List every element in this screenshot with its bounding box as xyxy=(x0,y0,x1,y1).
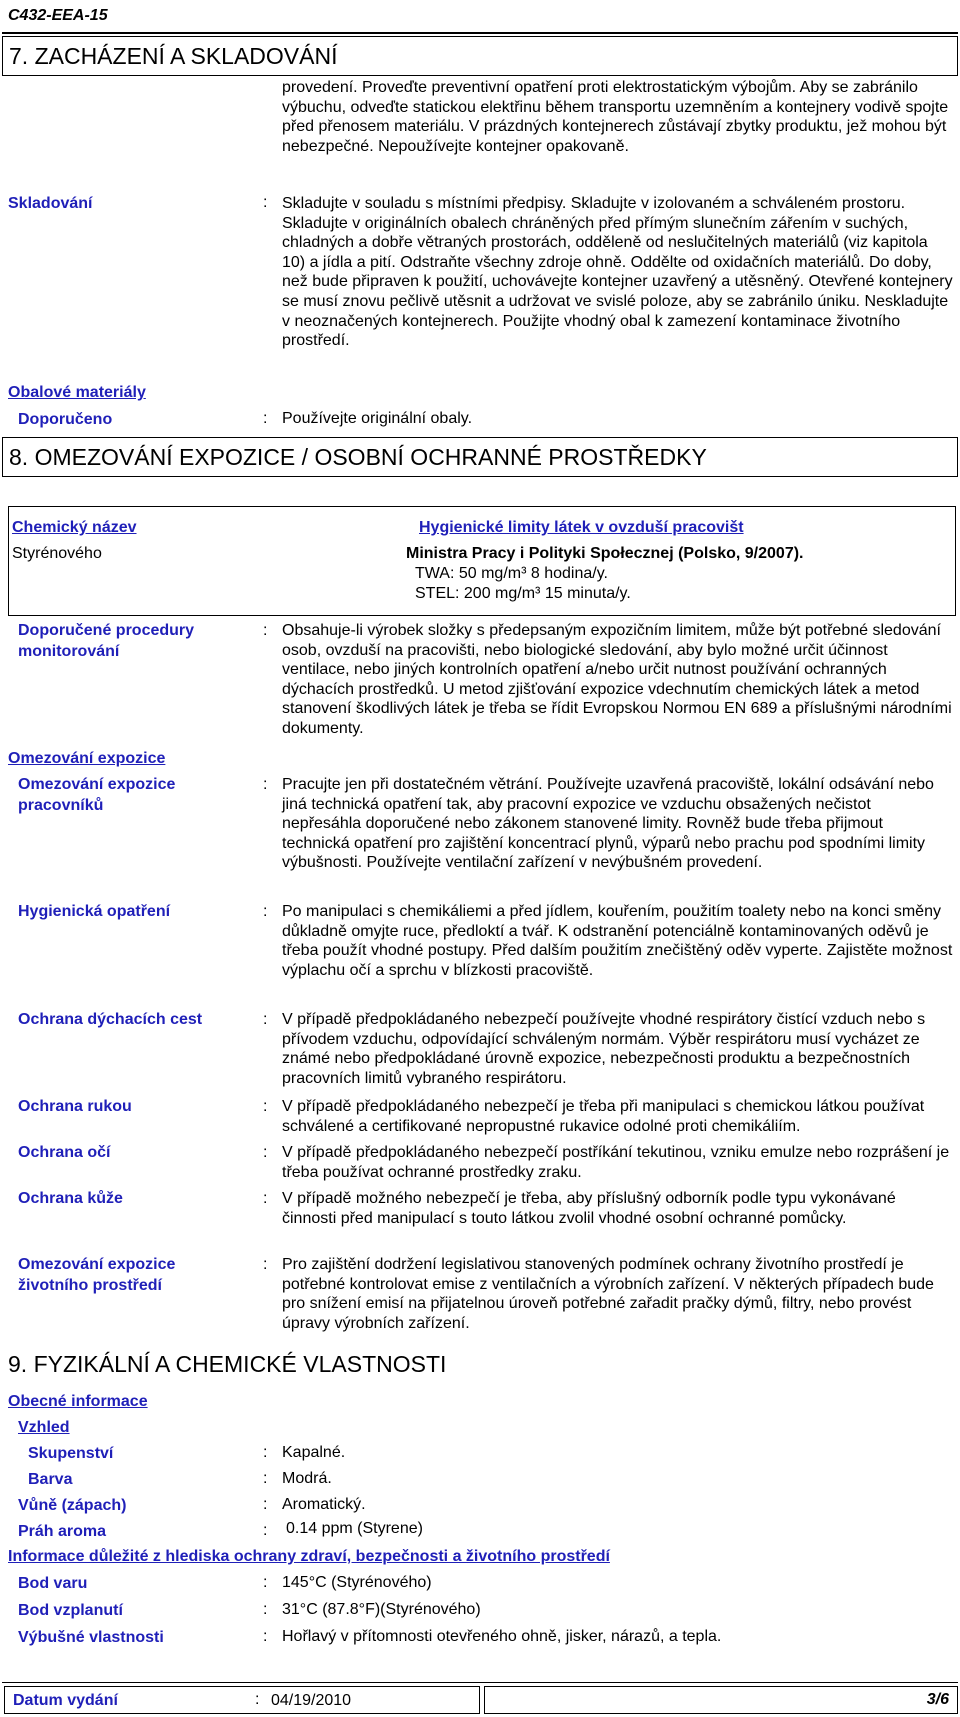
colon: : xyxy=(263,1444,268,1461)
hygiene-text: Po manipulaci s chemikáliemi a před jídlem, kouřením, použitím toalety nebo na konci směny důkladně omyjte ruce, předloktí a tvář. K odstranění potenciálně kontaminovaných oděvů je třeba použít vhodné postupy. Před dalším použitím znečištěný oděv vyperte. Zajistěte možnost výplachu očí a sprchu v blízkosti pracoviště. xyxy=(282,903,953,979)
odor-label: Vůně (zápach) xyxy=(18,1497,127,1514)
colon: : xyxy=(263,1574,268,1591)
monitoring-label: Doporučené procedury monitorování xyxy=(18,622,195,660)
environmental-exposure-text: Pro zajištění dodržení legislativou stanovených podmínek ochrany životního prostředí je potřebné kontrolovat emise z ventilačních a výrobních zařízení. V některých případech bude pro snížení emisí na přijatelnou úroveň potřebné zařadit pračky dýmů, filtry, nebo provést úpravy výrobních zařízení. xyxy=(282,1256,934,1332)
worker-exposure-text: Pracujte jen při dostatečném větrání. Používejte uzavřená pracoviště, lokální odsávání nebo jiná technická opatření tak, aby pracovní expozice ve vzduchu obsažených nečistot nepřesáhla doporučené nebo zákonem stanovené limity. Rovněž bude třeba přijmout technická opatření pro zajištění koncentrací plynů, výparů nebo prachu pod spodními limity výbušnosti. Používejte ventilační zařízení v nevýbušném provedení. xyxy=(282,776,934,872)
odor-threshold-label: Práh aroma xyxy=(18,1523,107,1540)
colon: : xyxy=(263,1256,268,1273)
packaging-label: Obalové materiály xyxy=(8,384,146,401)
general-info-label: Obecné informace xyxy=(8,1393,148,1410)
table-header-chemical-name: Chemický název xyxy=(12,519,137,536)
flash-point-value: 31°C (87.8°F)(Styrénového) xyxy=(282,1601,481,1618)
colon: : xyxy=(255,1691,260,1708)
colon: : xyxy=(263,194,268,211)
skin-protection-label: Ochrana kůže xyxy=(18,1190,123,1207)
issue-date-label: Datum vydání xyxy=(13,1692,118,1709)
exposure-control-label: Omezování expozice xyxy=(8,750,166,767)
boiling-point-label: Bod varu xyxy=(18,1575,88,1592)
colon: : xyxy=(263,1496,268,1513)
footer-issue-box xyxy=(4,1686,480,1714)
color-value: Modrá. xyxy=(282,1470,332,1487)
section-8-title: 8. OMEZOVÁNÍ EXPOZICE / OSOBNÍ OCHRANNÉ PROSTŘEDKY xyxy=(2,437,958,477)
table-cell-authority: Ministra Pracy i Polityki Społecznej (Polsko, 9/2007). xyxy=(406,545,804,562)
colon: : xyxy=(263,776,268,793)
eye-protection-text: V případě předpokládaného nebezpečí postříkání tekutinou, vzniku emulze nebo rozprášení je třeba používat ochranné prostředky zraku. xyxy=(282,1144,950,1181)
environmental-exposure-label: Omezování expozice životního prostředí xyxy=(18,1256,176,1294)
page-number: 3/6 xyxy=(926,1691,949,1708)
respiratory-text: V případě předpokládaného nebezpečí používejte vhodné respirátory čistící vzduch nebo s přívodem vzduchu, odpovídající schváleným normám. Výběr respirátoru musí vycházet ze známé nebo předpokládané úrovně expozice, nebezpečnosti produktu a bezpečnostních pracovních limitů vybraného respirátoru. xyxy=(282,1011,926,1087)
odor-value: Aromatický. xyxy=(282,1496,366,1513)
table-cell-twa: TWA: 50 mg/m³ 8 hodina/y. xyxy=(415,565,608,582)
table-cell-stel: STEL: 200 mg/m³ 15 minuta/y. xyxy=(415,585,631,602)
color-label: Barva xyxy=(28,1471,73,1488)
physical-state-label: Skupenství xyxy=(28,1445,114,1462)
colon: : xyxy=(263,1144,268,1161)
storage-text: Skladujte v souladu s místními předpisy. Skladujte v izolovaném a schváleném prostoru. Skladujte v originálních obalech chráněných před přímým slunečním zářením v suchých, chladných a dobře větraných prostorách, odděleně od neslučitelných materiálů (viz kapitola 10) a jídla a pití. Odstraňte všechny zdroje ohně. Oddělte od oxidačních materiálů. Do doby, než bude připraven k použití, uchovávejte kontejner uzavřený a utěsněný. Otevřené kontejnery se musí znovu pečlivě utěsnit a udržovat ve svislé poloze, aby se zabránilo úniku. Neskladujte v neoznačených kontejnerech. Použijte vhodný obal k zamezení kontaminace životního prostředí. xyxy=(282,195,953,350)
colon: : xyxy=(263,622,268,639)
storage-label: Skladování xyxy=(8,195,93,212)
colon: : xyxy=(263,1522,268,1539)
boiling-point-value: 145°C (Styrénového) xyxy=(282,1574,432,1591)
monitoring-text: Obsahuje-li výrobek složky s předepsaným expozičním limitem, může být potřebné sledování osob, ovzduší na pracovišti, nebo biologické sledování, aby bylo možné určit účinnost ventilace, nebo jiných kontrolních opatření a/nebo určit nutnost používání ochranných dýchacích prostředků. U metod zjišťování expozice vdechnutím chemických látek a metod stanovení škodlivých látek je třeba se řídit Evropskou Normou EN 689 a příslušnými národními dokumenty. xyxy=(282,622,952,737)
document-code: C432-EEA-15 xyxy=(8,7,108,24)
footer-divider xyxy=(2,1682,958,1683)
physical-state-value: Kapalné. xyxy=(282,1444,346,1461)
header-divider xyxy=(2,32,958,34)
colon: : xyxy=(263,410,268,427)
colon: : xyxy=(263,1190,268,1207)
colon: : xyxy=(263,903,268,920)
table-cell-chemical: Styrénového xyxy=(12,545,102,562)
hand-protection-label: Ochrana rukou xyxy=(18,1098,132,1115)
explosive-properties-label: Výbušné vlastnosti xyxy=(18,1629,164,1646)
appearance-label: Vzhled xyxy=(18,1419,70,1436)
recommended-label: Doporučeno xyxy=(18,411,113,428)
colon: : xyxy=(263,1098,268,1115)
section-9-title: 9. FYZIKÁLNÍ A CHEMICKÉ VLASTNOSTI xyxy=(8,1351,447,1377)
colon: : xyxy=(263,1470,268,1487)
respiratory-label: Ochrana dýchacích cest xyxy=(18,1011,203,1028)
hand-protection-text: V případě předpokládaného nebezpečí je třeba při manipulaci s chemickou látkou používat schválené a certifikované nepropustné rukavice odolné proti chemikáliím. xyxy=(282,1098,925,1135)
exposure-limits-table xyxy=(8,506,956,616)
issue-date-value: 04/19/2010 xyxy=(271,1692,352,1709)
recommended-text: Používejte originální obaly. xyxy=(282,410,473,427)
flash-point-label: Bod vzplanutí xyxy=(18,1602,123,1619)
explosive-properties-value: Hořlavý v přítomnosti otevřeného ohně, jisker, nárazů, a tepla. xyxy=(282,1628,722,1645)
hygiene-label: Hygienická opatření xyxy=(18,903,171,920)
health-safety-env-info-label: Informace důležité z hlediska ochrany zdraví, bezpečnosti a životního prostředí xyxy=(8,1548,610,1565)
colon: : xyxy=(263,1628,268,1645)
colon: : xyxy=(263,1601,268,1618)
odor-threshold-value: 0.14 ppm (Styrene) xyxy=(286,1520,423,1537)
skin-protection-text: V případě možného nebezpečí je třeba, aby příslušný odborník podle typu vykonávané činnosti před manipulací s touto látkou zvolil vhodné osobní ochranné pomůcky. xyxy=(282,1190,896,1227)
footer-page-box xyxy=(484,1686,958,1714)
section-7-continued-text: provedení. Proveďte preventivní opatření proti elektrostatickým výbojům. Aby se zabránilo výbuchu, odveďte statickou elektřinu během transportu uzemněním a kontejnery vodivě spojte před přenosem materiálu. V prázdných kontejnerech zůstávají zbytky produktu, jež mohou být nebezpečné. Nepoužívejte kontejner opakovaně. xyxy=(282,79,949,155)
colon: : xyxy=(263,1011,268,1028)
worker-exposure-label: Omezování expozice pracovníků xyxy=(18,776,176,814)
section-7-title: 7. ZACHÁZENÍ A SKLADOVÁNÍ xyxy=(2,36,958,76)
table-header-exposure-limits: Hygienické limity látek v ovzduší pracovišt xyxy=(419,519,744,536)
eye-protection-label: Ochrana očí xyxy=(18,1144,111,1161)
